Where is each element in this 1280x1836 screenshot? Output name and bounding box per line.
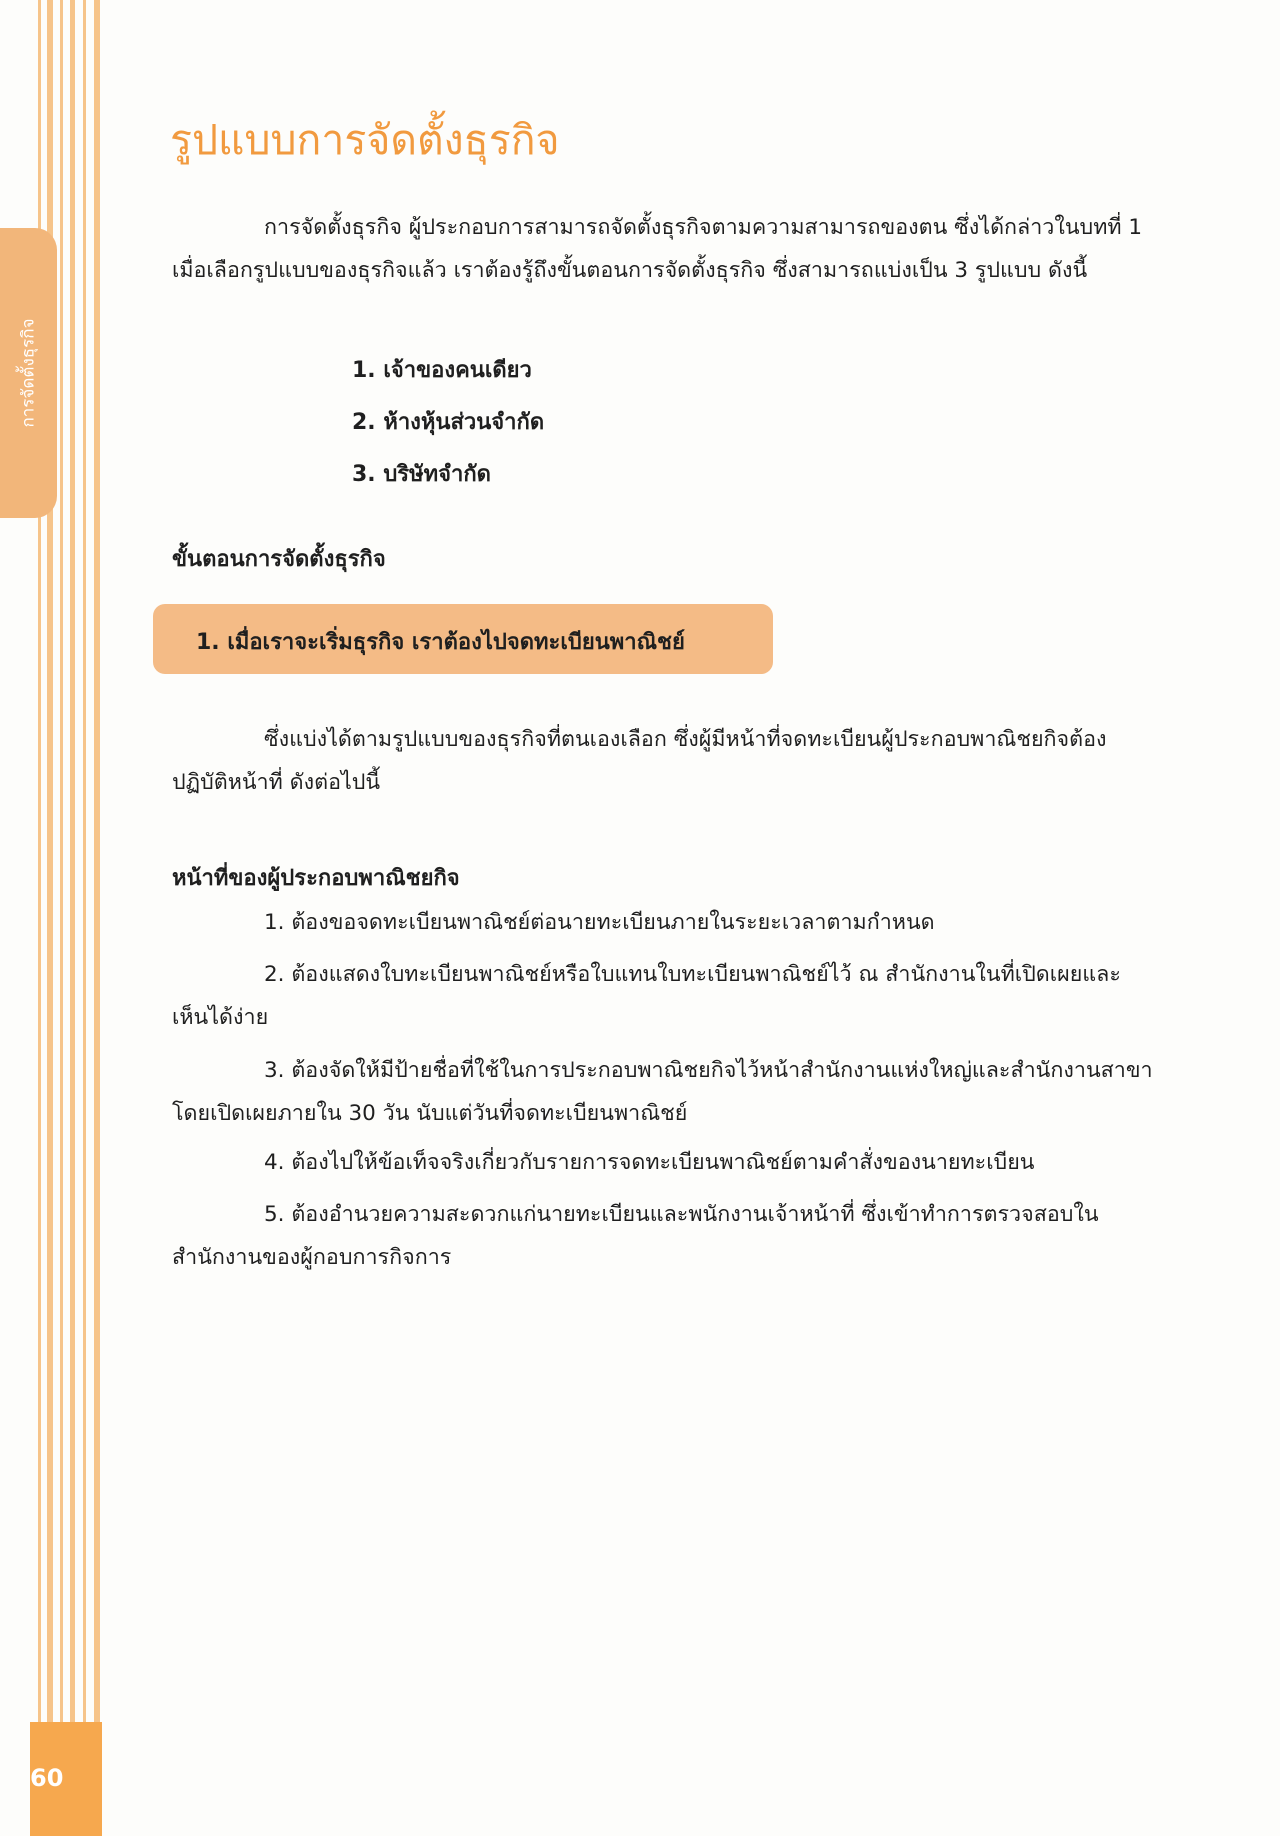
step-highlight-text: 1. เมื่อเราจะเริ่มธุรกิจ เราต้องไปจดทะเบียนพาณิชย์ bbox=[196, 630, 685, 655]
page-title: รูปแบบการจัดตั้งธุรกิจ bbox=[170, 116, 560, 164]
page-number: 60 bbox=[30, 1764, 64, 1792]
business-type-item: 1. เจ้าของคนเดียว bbox=[352, 358, 532, 383]
duty-item: 5. ต้องอำนวยความสะดวกแก่นายทะเบียนและพนักงานเจ้าหน้าที่ ซึ่งเข้าทำการตรวจสอบในสำนักงานของผู้กอบการกิจการ bbox=[172, 1202, 1099, 1270]
intro-paragraph: การจัดตั้งธุรกิจ ผู้ประกอบการสามารถจัดตั้งธุรกิจตามความสามารถของตน ซึ่งได้กล่าวในบทที่ 1 เมื่อเลือกรูปแบบของธุรกิจแล้ว เราต้องรู้ถึงขั้นตอนการจัดตั้งธุรกิจ ซึ่งสามารถแบ่งเป็น 3 รูปแบบ ดังนี้ bbox=[172, 215, 1143, 283]
step-description: ซึ่งแบ่งได้ตามรูปแบบของธุรกิจที่ตนเองเลือก ซึ่งผู้มีหน้าที่จดทะเบียนผู้ประกอบพาณิชยกิจต้องปฏิบัติหน้าที่ ดังต่อไปนี้ bbox=[172, 727, 1107, 795]
duty-item: 2. ต้องแสดงใบทะเบียนพาณิชย์หรือใบแทนใบทะเบียนพาณิชย์ไว้ ณ สำนักงานในที่เปิดเผยและเห็นได้ง่าย bbox=[172, 962, 1121, 1030]
duty-item: 1. ต้องขอจดทะเบียนพาณิชย์ต่อนายทะเบียนภายในระยะเวลาตามกำหนด bbox=[264, 910, 935, 935]
duty-item: 4. ต้องไปให้ข้อเท็จจริงเกี่ยวกับรายการจดทะเบียนพาณิชย์ตามคำสั่งของนายทะเบียน bbox=[264, 1150, 1035, 1175]
duty-item: 3. ต้องจัดให้มีป้ายชื่อที่ใช้ในการประกอบพาณิชยกิจไว้หน้าสำนักงานแห่งใหญ่และสำนักงานสาขาโดยเปิดเผยภายใน 30 วัน นับแต่วันที่จดทะเบียนพาณิชย์ bbox=[172, 1058, 1153, 1126]
duties-heading: หน้าที่ของผู้ประกอบพาณิชยกิจ bbox=[172, 866, 460, 891]
business-type-item: 3. บริษัทจำกัด bbox=[352, 462, 491, 487]
business-type-item: 2. ห้างหุ้นส่วนจำกัด bbox=[352, 410, 545, 435]
steps-heading: ขั้นตอนการจัดตั้งธุรกิจ bbox=[172, 547, 386, 572]
chapter-side-tab-label: การจัดตั้งธุรกิจ bbox=[18, 318, 39, 428]
